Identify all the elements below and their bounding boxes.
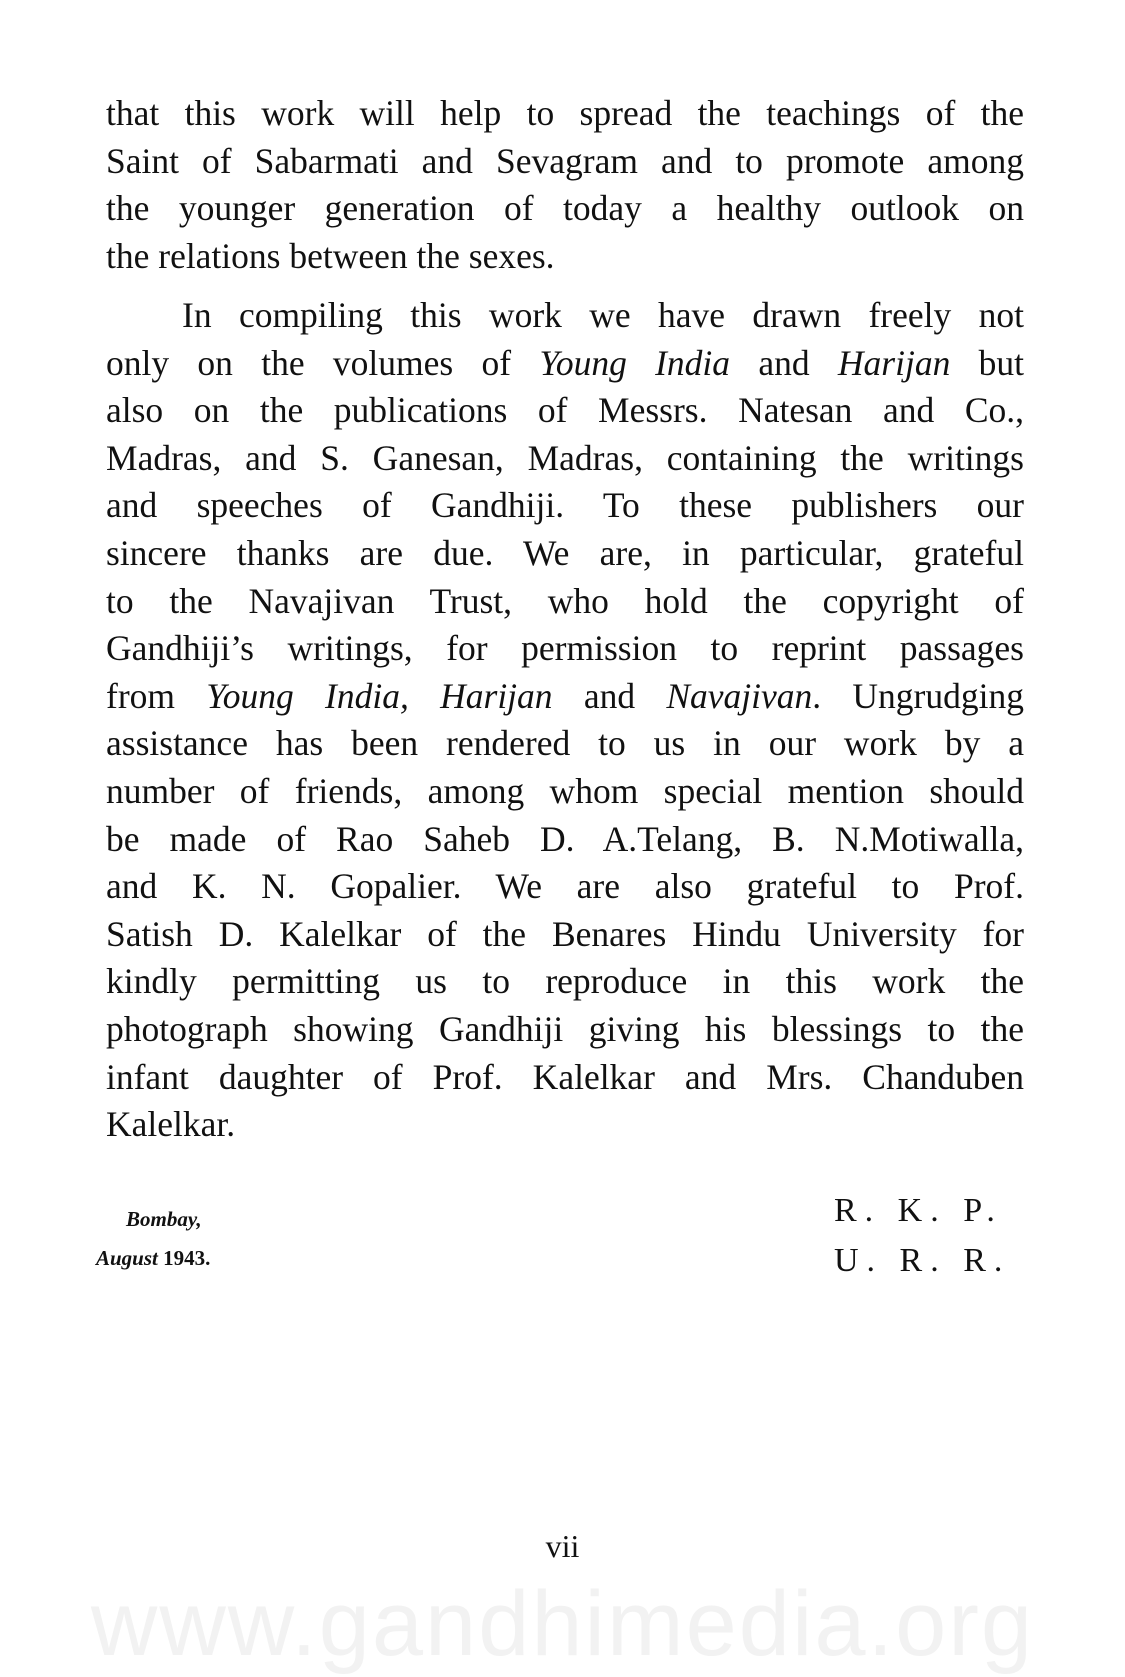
signature-date [96,1239,210,1278]
text-run: only on the volumes of [106,342,540,383]
text-line: the relations between the sexes. [106,235,555,276]
initials-line: U. R. R. [834,1242,1011,1279]
paragraph-1 [106,90,1024,280]
text-line: Gandhiji’s writings, for permission to reprint passages [106,628,1024,669]
text-line: Madras, and S. Ganesan, Madras, containing the writings [106,437,1024,478]
text-line: the younger generation of today a healthy outlook on [106,188,1024,229]
text-line: infant daughter of Prof. Kalelkar and Mrs. Chanduben [106,1056,1024,1097]
text-run: but [950,342,1024,383]
place-date [96,1200,210,1278]
signature-year: 1943. [163,1246,211,1270]
text-line: and speeches of Gandhiji. To these publishers our [106,485,1024,526]
publication-title: Harijan [837,342,951,383]
text-run: from [106,675,207,716]
page-number: vii [545,1528,580,1564]
text-line: Kalelkar. [106,1104,236,1145]
publication-title: Young India, Harijan [206,675,553,716]
watermark: www.gandhimedia.org [90,1573,1035,1675]
publication-title: Young India [539,342,731,383]
paragraph-2 [106,292,1024,1149]
text-line: number of friends, among whom special mention should [106,770,1024,811]
text-line: In compiling this work we have drawn freely not [182,295,1024,335]
signature-month: August [96,1246,158,1270]
signature-place: Bombay, [126,1207,202,1231]
text-run: . Ungrudging [812,675,1024,716]
initials-line: R. K. P. [834,1192,1003,1229]
text-line: kindly permitting us to reproduce in this work the [106,961,1024,1002]
text-line: photograph showing Gandhiji giving his blessings to the [106,1008,1024,1049]
text-line [106,673,1024,721]
text-line: that this work will help to spread the teachings of the [106,93,1024,133]
publication-title: Navajivan [666,675,813,716]
text-line: also on the publications of Messrs. Natesan and Co., [106,390,1024,431]
text-line: sincere thanks are due. We are, in particular, grateful [106,532,1024,573]
text-line: to the Navajivan Trust, who hold the copyright of [106,580,1024,621]
text-run: and [730,342,838,383]
text-line: Saint of Sabarmati and Sevagram and to promote among [106,140,1024,181]
text-line: assistance has been rendered to us in our work by a [106,723,1024,764]
text-run: and [552,675,667,716]
text-line: Satish D. Kalelkar of the Benares Hindu University for [106,913,1024,954]
text-line [106,340,1024,388]
text-line: be made of Rao Saheb D. A.Telang, B. N.Motiwalla, [106,818,1024,859]
text-line: and K. N. Gopalier. We are also grateful to Prof. [106,866,1024,907]
author-initials [834,1186,1010,1286]
